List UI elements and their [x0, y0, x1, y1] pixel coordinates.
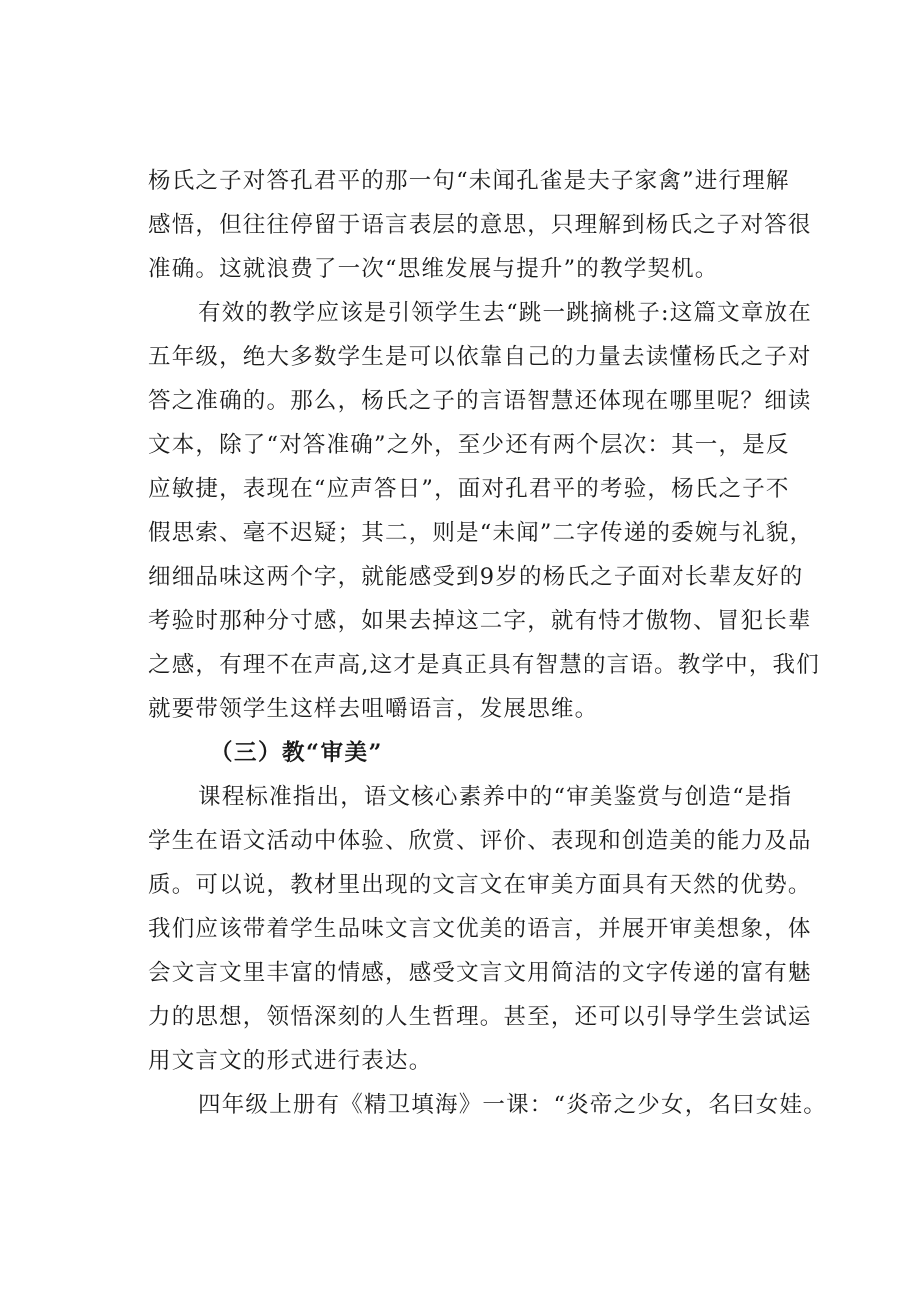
paragraph-line: 四年级上册有《精卫填海》一课：“炎帝之少女，名曰女娃。: [198, 1092, 827, 1118]
paragraph-line: 假思索、毫不迟疑；其二，则是“未闻”二字传递的委婉与礼貌，: [148, 520, 814, 546]
paragraph-line: 学生在语文活动中体验、欣赏、评价、表现和创造美的能力及品: [148, 828, 812, 854]
paragraph-line: 会文言文里丰富的情感，感受文言文用简洁的文字传递的富有魅: [148, 960, 812, 986]
paragraph-line: 杨氏之子对答孔君平的那一句“未闻孔雀是夫子家禽”进行理解: [148, 168, 790, 194]
paragraph-line: 感悟，但往往停留于语言表层的意思，只理解到杨氏之子对答很: [148, 212, 812, 238]
section-heading: （三）教“审美”: [210, 740, 383, 766]
paragraph-line: 我们应该带着学生品味文言文优美的语言，并展开审美想象，体: [148, 916, 812, 942]
paragraph-line: 有效的教学应该是引领学生去“跳一跳摘桃子:这篇文章放在: [198, 300, 812, 326]
paragraph-line: 质。可以说，教材里出现的文言文在审美方面具有天然的优势。: [148, 872, 812, 898]
paragraph-line: 用文言文的形式进行表达。: [148, 1048, 433, 1074]
paragraph-line: 细细品味这两个字，就能感受到9岁的杨氏之子面对长辈友好的: [148, 564, 804, 590]
paragraph-line: 就要带领学生这样去咀嚼语言，发展思维。: [148, 696, 599, 722]
paragraph-line: 答之准确的。那么，杨氏之子的言语智慧还体现在哪里呢？细读: [148, 388, 812, 414]
paragraph-line: 考验时那种分寸感，如果去掉这二字，就有恃才傲物、冒犯长辈: [148, 608, 812, 634]
paragraph-line: 课程标准指出，语文核心素养中的“审美鉴赏与创造“是指: [198, 784, 793, 810]
paragraph-line: 力的思想，领悟深刻的人生哲理。甚至，还可以引导学生尝试运: [148, 1004, 812, 1030]
paragraph-line: 之感，有理不在声高,这才是真正具有智慧的言语。教学中，我们: [148, 652, 820, 678]
paragraph-line: 应敏捷，表现在“应声答日”，面对孔君平的考验，杨氏之子不: [148, 476, 790, 502]
paragraph-line: 五年级，绝大多数学生是可以依靠自己的力量去读懂杨氏之子对: [148, 344, 812, 370]
paragraph-line: 准确。这就浪费了一次“思维发展与提升”的教学契机。: [148, 256, 719, 282]
paragraph-line: 文本，除了“对答准确”之外，至少还有两个层次：其一，是反: [148, 432, 790, 458]
